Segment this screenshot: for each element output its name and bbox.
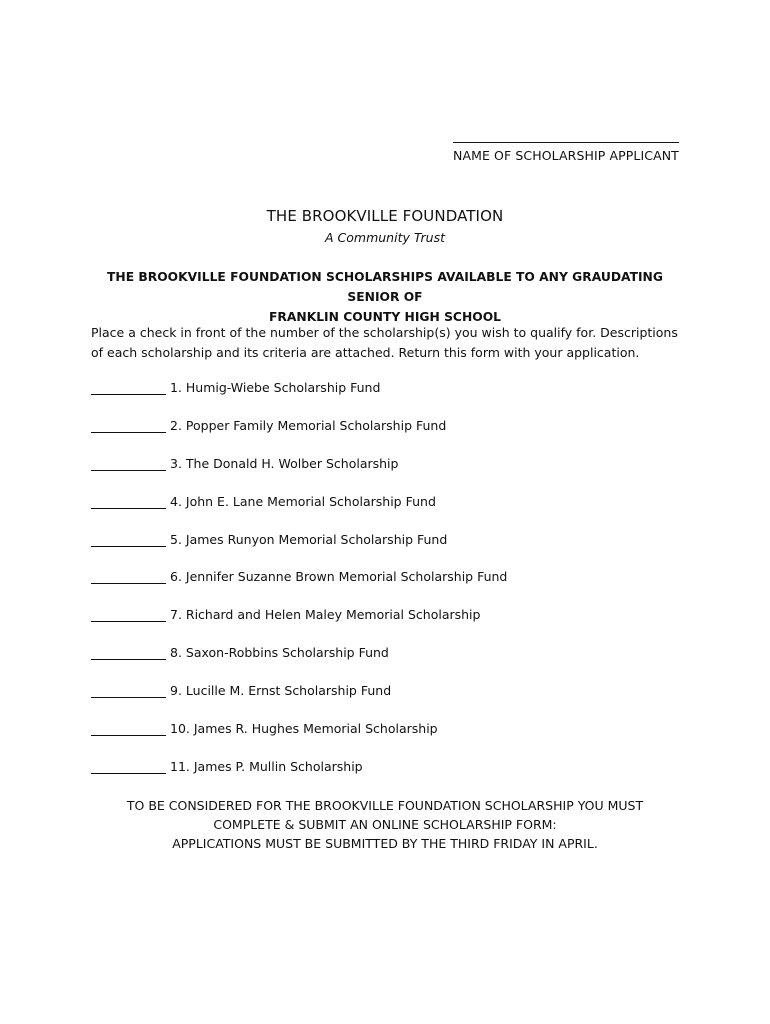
foundation-subtitle: A Community Trust (325, 230, 445, 245)
instructions-paragraph (91, 323, 691, 363)
instructions-line-1: Place a check in front of the number of the scholarship(s) you wish to qualify for. Descriptions (91, 325, 678, 340)
notice-line-2: COMPLETE & SUBMIT AN ONLINE SCHOLARSHIP FORM: (213, 817, 557, 832)
scholarship-item (91, 492, 507, 530)
foundation-title: THE BROOKVILLE FOUNDATION (266, 207, 504, 225)
check-blank[interactable] (91, 605, 166, 622)
scholarship-item (91, 567, 507, 605)
scholarship-label: 6. Jennifer Suzanne Brown Memorial Scholarship Fund (170, 569, 508, 585)
scholarship-item (91, 681, 507, 719)
scholarship-label: 9. Lucille M. Ernst Scholarship Fund (170, 683, 392, 699)
check-blank[interactable] (91, 643, 166, 660)
scholarship-label: 10. James R. Hughes Memorial Scholarship (170, 721, 438, 737)
scholarship-label: 3. The Donald H. Wolber Scholarship (170, 455, 399, 471)
check-blank[interactable] (91, 719, 166, 736)
applicant-name-block (453, 142, 679, 163)
scholarship-item (91, 454, 507, 492)
scholarship-item (91, 719, 507, 757)
instructions-line-2: of each scholarship and its criteria are attached. Return this form with your application. (91, 345, 640, 360)
scholarships-headline (80, 267, 690, 327)
check-blank[interactable] (91, 681, 166, 698)
headline-line-1: THE BROOKVILLE FOUNDATION SCHOLARSHIPS AVAILABLE TO ANY GRAUDATING SENIOR OF (107, 270, 663, 304)
check-blank[interactable] (91, 530, 166, 547)
check-blank[interactable] (91, 567, 166, 584)
scholarship-list (91, 378, 507, 795)
scholarship-label: 7. Richard and Helen Maley Memorial Scholarship (170, 607, 481, 623)
scholarship-item (91, 643, 507, 681)
scholarship-label: 5. James Runyon Memorial Scholarship Fund (170, 531, 448, 547)
notice-line-3: APPLICATIONS MUST BE SUBMITTED BY THE THIRD FRIDAY IN APRIL. (172, 836, 598, 851)
scholarship-label: 4. John E. Lane Memorial Scholarship Fund (170, 493, 436, 509)
scholarship-label: 1. Humig-Wiebe Scholarship Fund (170, 380, 381, 395)
scholarship-label: 8. Saxon-Robbins Scholarship Fund (170, 645, 389, 661)
scholarship-label: 11. James P. Mullin Scholarship (170, 758, 363, 774)
scholarship-label: 2. Popper Family Memorial Scholarship Fund (170, 417, 447, 433)
check-blank[interactable] (91, 492, 166, 509)
applicant-name-field[interactable] (453, 142, 679, 143)
submission-notice (0, 796, 770, 853)
check-blank[interactable] (91, 757, 166, 774)
check-blank[interactable] (91, 454, 166, 471)
scholarship-item (91, 416, 507, 454)
scholarship-item (91, 757, 507, 795)
check-blank[interactable] (91, 378, 166, 395)
check-blank[interactable] (91, 416, 166, 433)
scholarship-item (91, 530, 507, 568)
headline-line-2: FRANKLIN COUNTY HIGH SCHOOL (269, 310, 501, 324)
applicant-name-label: NAME OF SCHOLARSHIP APPLICANT (453, 148, 679, 163)
scholarship-item (91, 605, 507, 643)
scholarship-item (91, 378, 507, 416)
notice-line-1: TO BE CONSIDERED FOR THE BROOKVILLE FOUNDATION SCHOLARSHIP YOU MUST (126, 798, 644, 813)
